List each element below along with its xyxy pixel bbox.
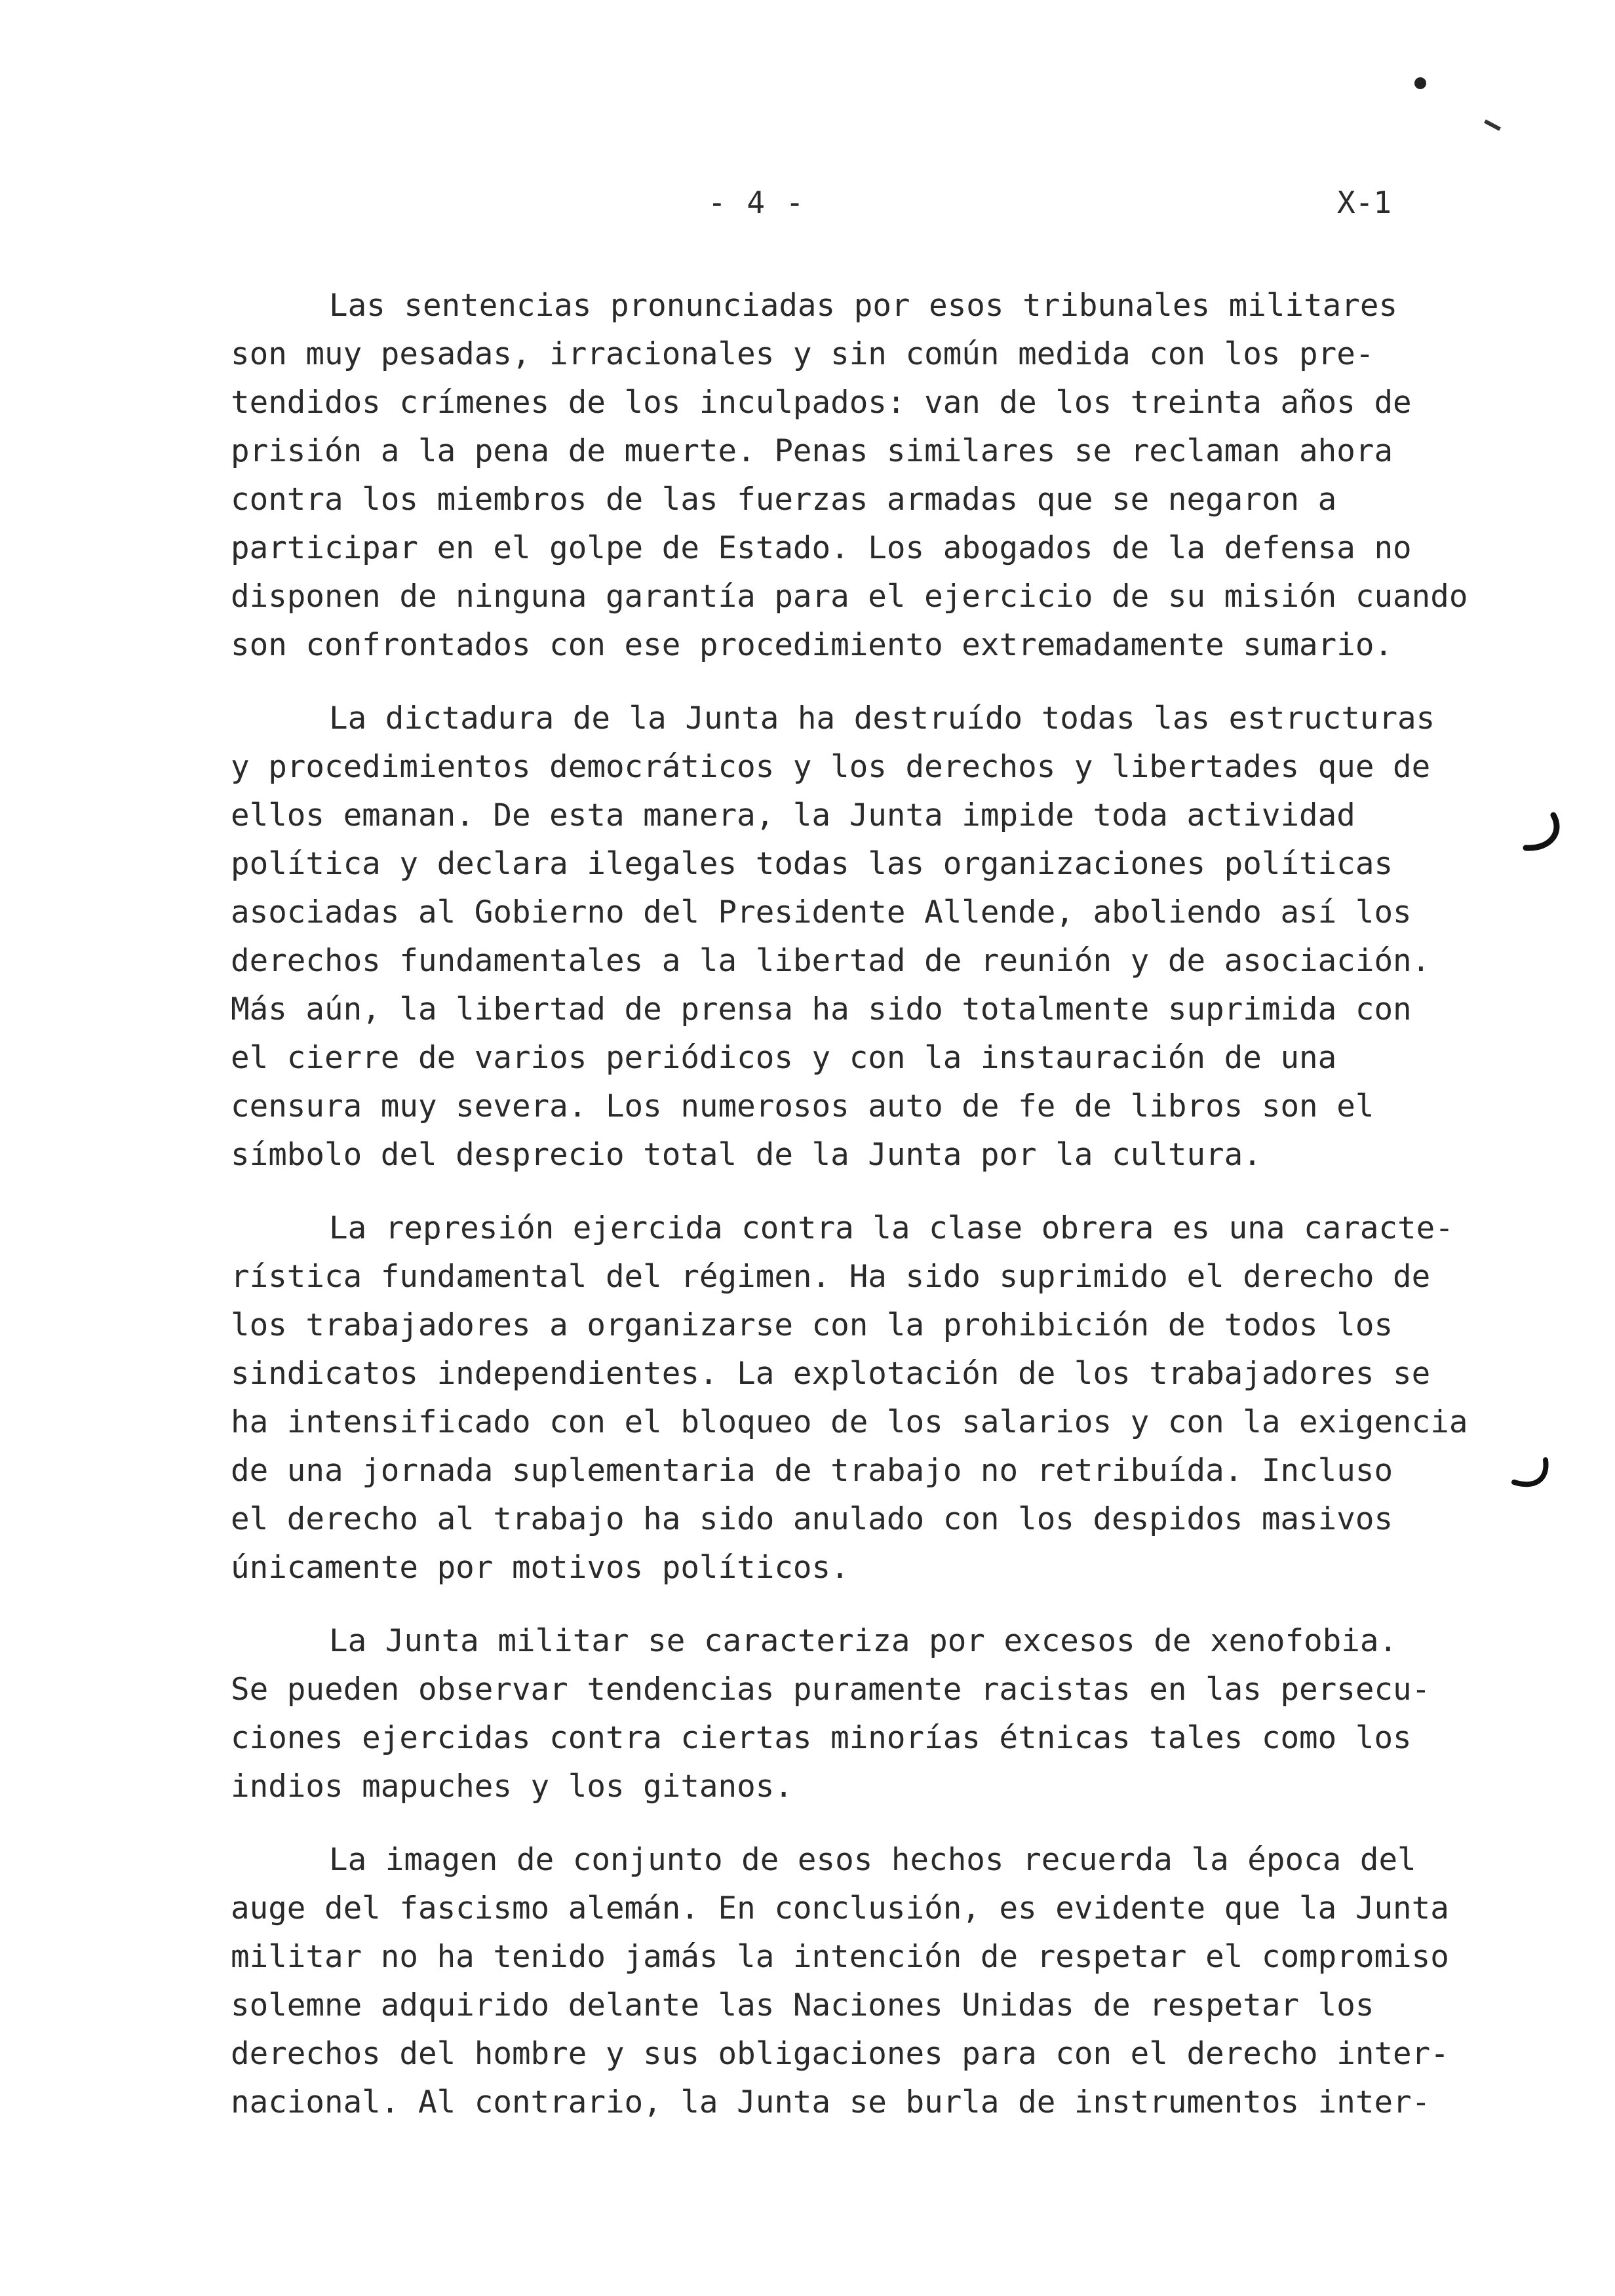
text-line: de una jornada suplementaria de trabajo no retribuída. Incluso (231, 1453, 1393, 1489)
text-line: La imagen de conjunto de esos hechos recuerda la época del (329, 1842, 1416, 1878)
ink-dot-mark (1414, 77, 1426, 89)
text-line: y procedimientos democráticos y los derechos y libertades que de (231, 749, 1431, 785)
text-line: son confrontados con ese procedimiento extremadamente sumario. (231, 627, 1393, 663)
text-line: sindicatos independientes. La explotación de los trabajadores se (231, 1356, 1431, 1392)
page-number: - 4 - (708, 185, 806, 220)
text-line: auge del fascismo alemán. En conclusión, es evidente que la Junta (231, 1890, 1449, 1926)
text-line: ha intensificado con el bloqueo de los salarios y con la exigencia (231, 1404, 1468, 1440)
text-line: son muy pesadas, irracionales y sin común medida con los pre- (231, 336, 1374, 372)
paragraph-dictatorship (231, 695, 1555, 1179)
text-line: censura muy severa. Los numerosos auto de fe de libros son el (231, 1088, 1374, 1124)
text-line: derechos fundamentales a la libertad de reunión y de asociación. (231, 943, 1431, 979)
text-line: ciones ejercidas contra ciertas minorías étnicas tales como los (231, 1720, 1412, 1756)
text-line: el derecho al trabajo ha sido anulado con los despidos masivos (231, 1501, 1393, 1537)
text-line: los trabajadores a organizarse con la prohibición de todos los (231, 1307, 1393, 1343)
paragraph-working-class (231, 1204, 1555, 1592)
text-line: tendidos crímenes de los inculpados: van de los treinta años de (231, 385, 1412, 421)
text-line: política y declara ilegales todas las organizaciones políticas (231, 846, 1393, 882)
text-line: contra los miembros de las fuerzas armadas que se negaron a (231, 482, 1337, 518)
text-line: rística fundamental del régimen. Ha sido suprimido el derecho de (231, 1259, 1431, 1295)
text-line: ellos emanan. De esta manera, la Junta impide toda actividad (231, 797, 1355, 833)
text-line: disponen de ninguna garantía para el ejercicio de su misión cuando (231, 579, 1468, 615)
text-line: solemne adquirido delante las Naciones Unidas de respetar los (231, 1987, 1374, 2023)
text-line: Las sentencias pronunciadas por esos tribunales militares (329, 288, 1398, 324)
text-line: indios mapuches y los gitanos. (231, 1769, 793, 1805)
text-line: nacional. Al contrario, la Junta se burla de instrumentos inter- (231, 2084, 1431, 2120)
text-line: militar no ha tenido jamás la intención de respetar el compromiso (231, 1939, 1449, 1975)
text-line: el cierre de varios periódicos y con la instauración de una (231, 1040, 1337, 1076)
text-line: La dictadura de la Junta ha destruído todas las estructuras (329, 700, 1435, 737)
text-line: Se pueden observar tendencias puramente racistas en las persecu- (231, 1672, 1431, 1708)
text-line: La represión ejercida contra la clase obrera es una caracte- (329, 1210, 1454, 1246)
ink-tick-mark (1484, 119, 1501, 131)
text-line: únicamente por motivos políticos. (231, 1550, 849, 1586)
document-code: X-1 (1337, 185, 1392, 220)
text-line: prisión a la pena de muerte. Penas similares se reclaman ahora (231, 433, 1393, 469)
text-line: símbolo del desprecio total de la Junta por la cultura. (231, 1137, 1262, 1173)
body-text (231, 282, 1555, 2152)
paragraph-xenophobia (231, 1617, 1555, 1811)
text-line: La Junta militar se caracteriza por excesos de xenofobia. (329, 1623, 1398, 1659)
text-line: Más aún, la libertad de prensa ha sido totalmente suprimida con (231, 991, 1412, 1027)
paragraph-military-tribunals (231, 282, 1555, 670)
text-line: participar en el golpe de Estado. Los abogados de la defensa no (231, 530, 1412, 566)
text-line: derechos del hombre y sus obligaciones para con el derecho inter- (231, 2036, 1449, 2072)
text-line: asociadas al Gobierno del Presidente Allende, aboliendo así los (231, 894, 1412, 930)
paragraph-conclusion (231, 1836, 1555, 2127)
